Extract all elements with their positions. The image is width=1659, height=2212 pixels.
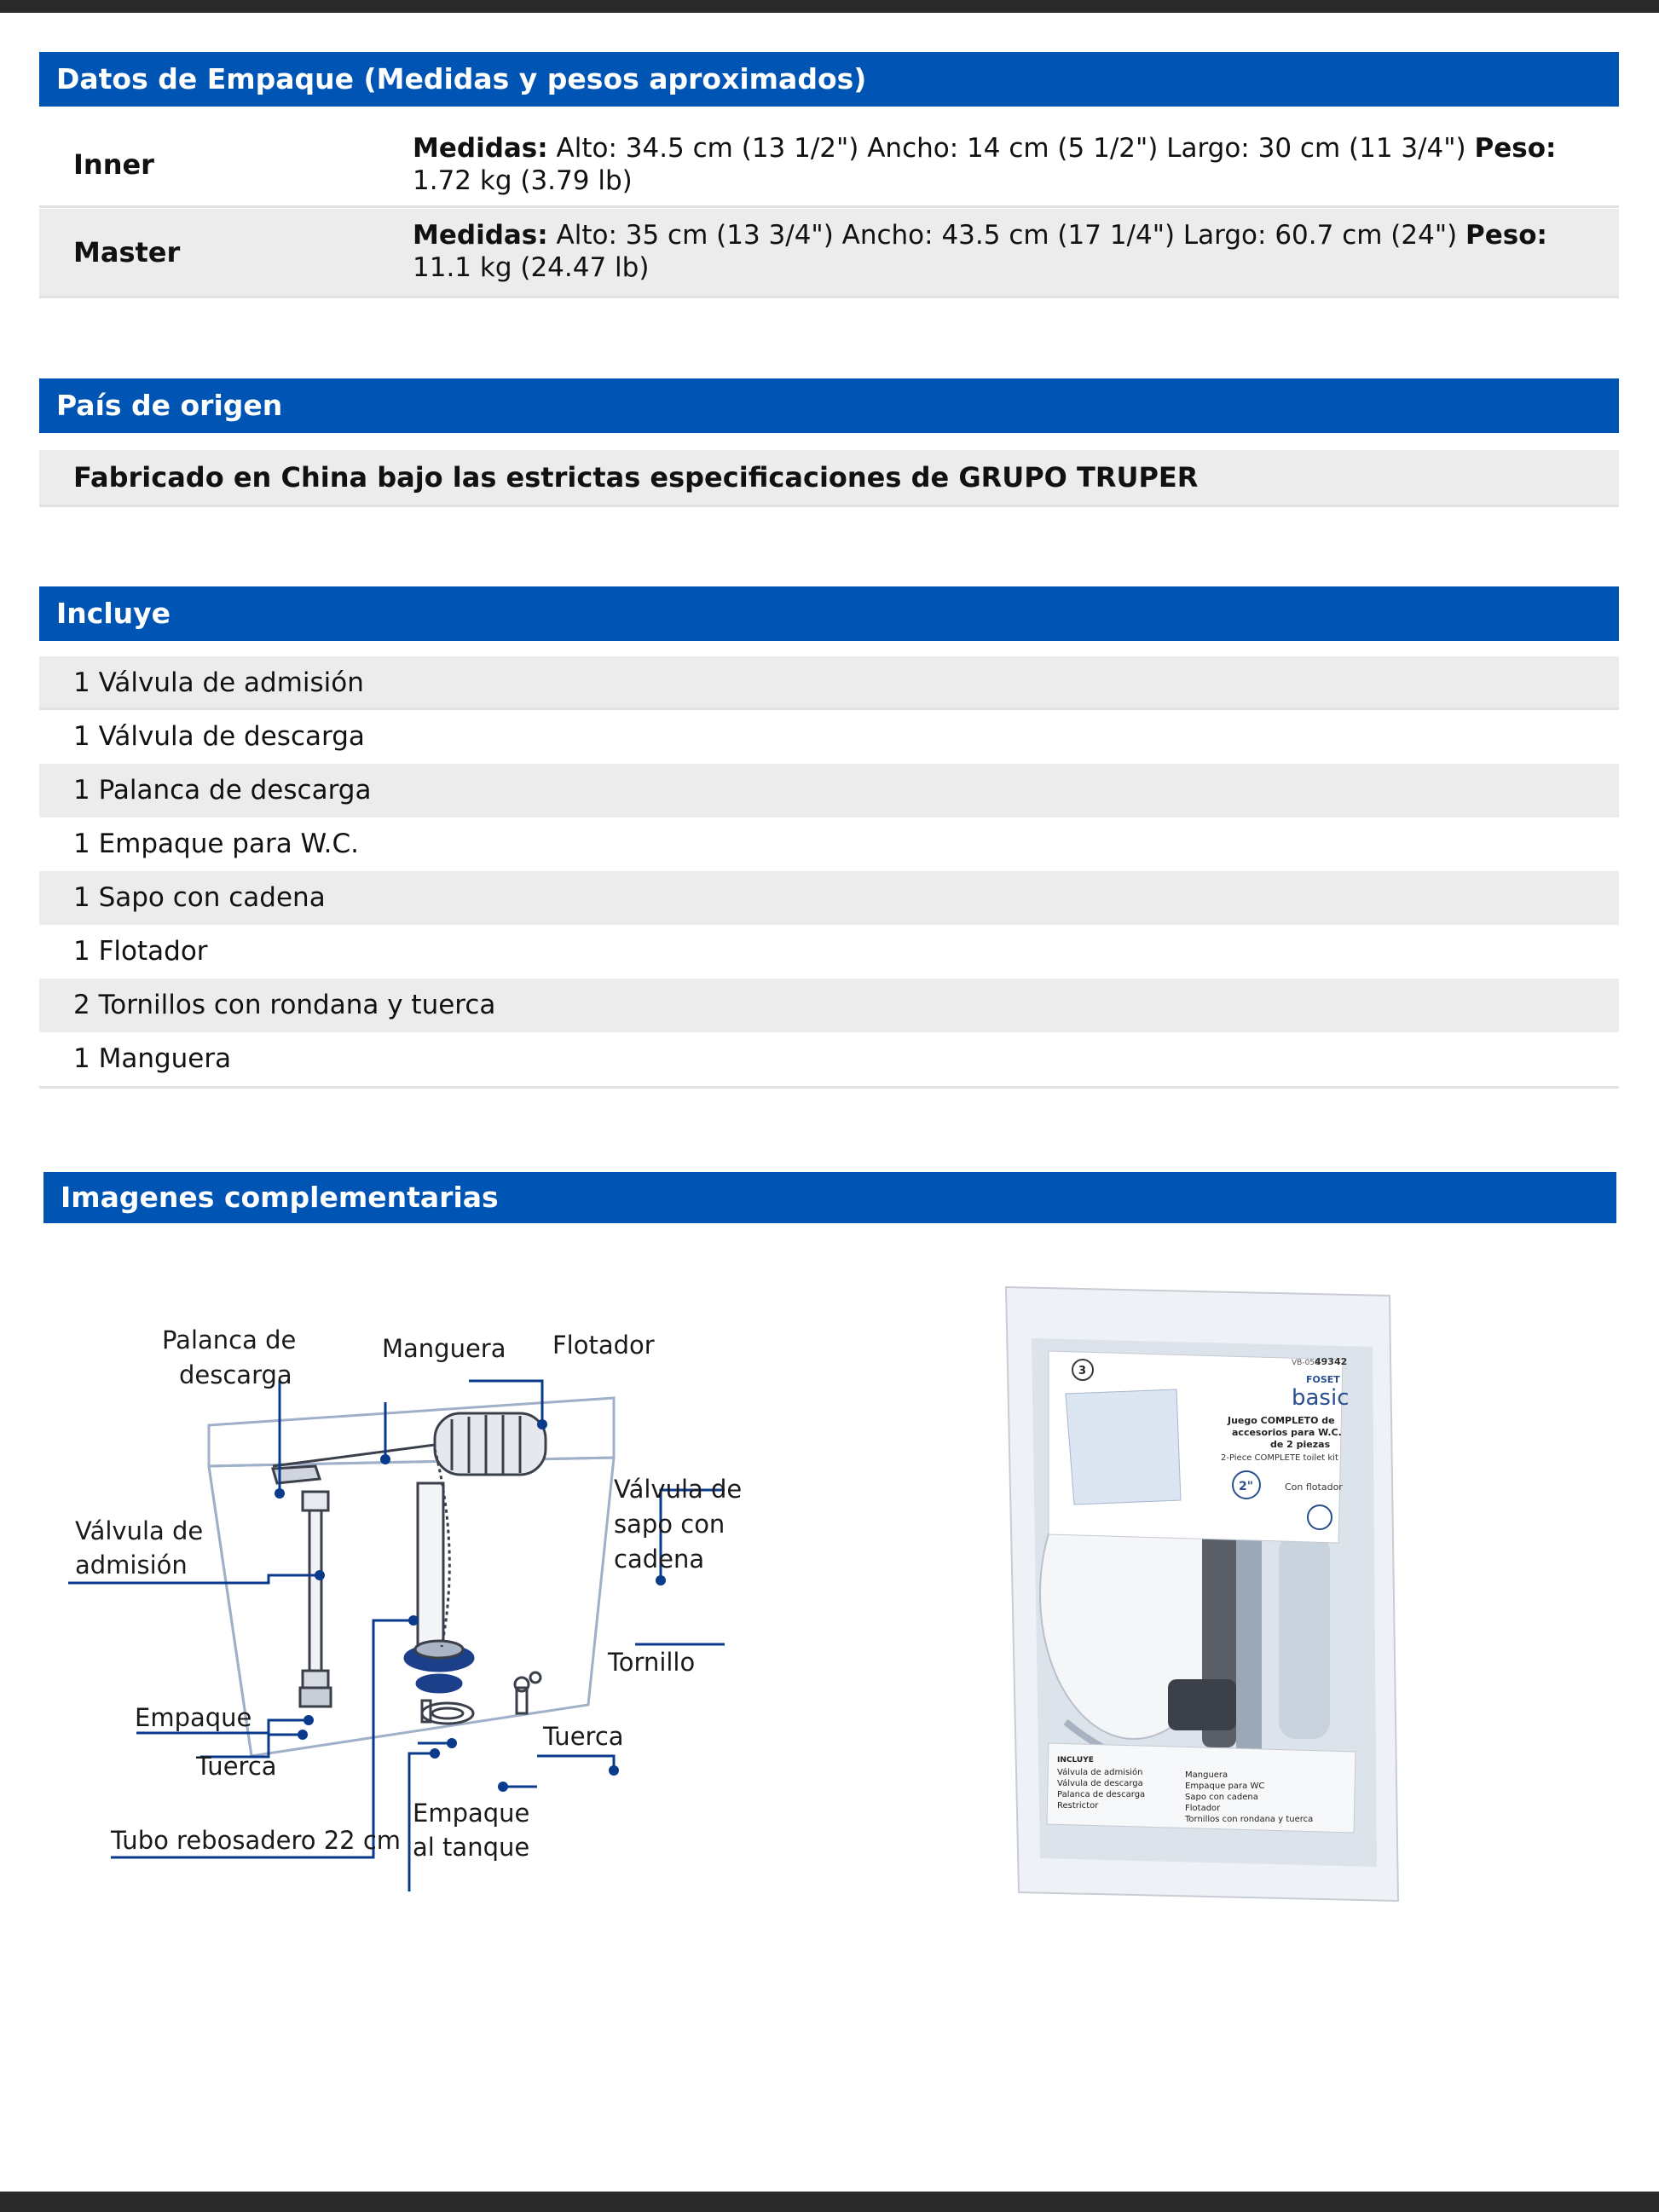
includes-item (39, 817, 1619, 871)
measures-value: Alto: 34.5 cm (13 1/2") Ancho: 14 cm (5 1/2") Largo: 30 cm (11 3/4") (547, 133, 1475, 164)
package-include-item: Válvula de admisión (1057, 1768, 1143, 1777)
package-title: accesorios para W.C. (1232, 1427, 1342, 1438)
label-tornillo: Tornillo (608, 1648, 696, 1677)
packing-row-value (413, 219, 1585, 284)
weight-label: Peso: (1465, 220, 1547, 251)
includes-item (39, 764, 1619, 817)
tank-parts (273, 1413, 546, 1724)
label-empaque-tanque: al tanque (413, 1833, 530, 1862)
origin-row (39, 450, 1619, 507)
packing-row-label: Master (73, 236, 181, 269)
includes-item-text: 1 Válvula de admisión (73, 667, 364, 698)
includes-item (39, 871, 1619, 925)
includes-item (39, 979, 1619, 1032)
package-include-item: Sapo con cadena (1185, 1793, 1258, 1802)
includes-item (39, 656, 1619, 710)
label-tuerca: Tuerca (196, 1752, 277, 1781)
includes-item-text: 1 Palanca de descarga (73, 775, 372, 806)
package-include-item: Manguera (1185, 1770, 1228, 1780)
top-bar (0, 0, 1659, 13)
package-include-item: Restrictor (1057, 1801, 1099, 1811)
package-sku: 49342 (1315, 1356, 1348, 1367)
package-title: de 2 piezas (1270, 1439, 1331, 1450)
svg-text:3: 3 (1078, 1365, 1087, 1377)
label-palanca: descarga (179, 1360, 292, 1389)
label-manguera: Manguera (382, 1334, 506, 1363)
package-include-item: Tornillos con rondana y tuerca (1185, 1815, 1314, 1824)
packing-row-inner (39, 118, 1619, 208)
includes-item-text: 1 Válvula de descarga (73, 721, 365, 752)
label-valvula-sapo: cadena (614, 1545, 705, 1574)
label-palanca: Palanca de (162, 1325, 297, 1354)
packing-row-value (413, 132, 1585, 197)
label-valvula-admision: admisión (75, 1551, 188, 1580)
label-empaque: Empaque (135, 1703, 252, 1732)
package-includes-title: INCLUYE (1057, 1756, 1094, 1764)
package-include-item: Válvula de descarga (1057, 1779, 1143, 1788)
label-flotador: Flotador (552, 1331, 655, 1360)
package-includes-card (1047, 1743, 1356, 1833)
includes-item (39, 925, 1619, 979)
label-empaque-tanque: Empaque (413, 1799, 530, 1828)
includes-item-text: 2 Tornillos con rondana y tuerca (73, 990, 496, 1020)
measures-label: Medidas: (413, 133, 548, 164)
includes-item-text: 1 Manguera (73, 1043, 232, 1074)
includes-header: Incluye (39, 586, 1619, 641)
measures-value: Alto: 35 cm (13 3/4") Ancho: 43.5 cm (17 1/4") Largo: 60.7 cm (24") (547, 220, 1466, 251)
origin-header: País de origen (39, 378, 1619, 433)
origin-text: Fabricado en China bajo las estrictas especificaciones de GRUPO TRUPER (73, 461, 1199, 494)
packing-header: Datos de Empaque (Medidas y pesos aproximados) (39, 52, 1619, 107)
package-label-card (1049, 1351, 1350, 1543)
includes-item-text: 1 Sapo con cadena (73, 882, 326, 913)
label-tubo: Tubo rebosadero 22 cm (111, 1826, 402, 1855)
weight-label: Peso: (1474, 133, 1557, 164)
label-valvula-admision: Válvula de (75, 1516, 204, 1545)
weight-value: 1.72 kg (3.79 lb) (413, 165, 633, 196)
package-with-float: Con flotador (1285, 1481, 1343, 1493)
package-brand-top: FOSET (1306, 1374, 1340, 1385)
package-code: VB-056 (1292, 1359, 1320, 1367)
packing-row-master (39, 209, 1619, 298)
package-subtitle: 2-Piece COMPLETE toilet kit (1221, 1453, 1338, 1463)
bottom-bar (0, 2192, 1659, 2212)
images-header: Imagenes complementarias (43, 1172, 1616, 1223)
package-include-item: Flotador (1185, 1804, 1221, 1813)
toilet-tank-diagram (60, 1313, 759, 1901)
packing-row-label: Inner (73, 148, 154, 181)
includes-item-text: 1 Empaque para W.C. (73, 829, 360, 859)
label-tuerca: Tuerca (543, 1722, 624, 1751)
measures-label: Medidas: (413, 220, 548, 251)
product-package-photo (997, 1279, 1407, 1918)
package-title: Juego COMPLETO de (1228, 1415, 1335, 1426)
label-valvula-sapo: sapo con (614, 1510, 725, 1539)
includes-item (39, 710, 1619, 764)
package-include-item: Empaque para WC (1185, 1782, 1265, 1791)
includes-item-text: 1 Flotador (73, 936, 208, 967)
label-valvula-sapo: Válvula de (614, 1475, 743, 1504)
includes-item (39, 1032, 1619, 1089)
weight-value: 11.1 kg (24.47 lb) (413, 252, 650, 283)
package-include-item: Palanca de descarga (1057, 1790, 1146, 1799)
package-brand: basic (1292, 1385, 1350, 1411)
leader-lines (68, 1380, 725, 1891)
package-badge: 2" (1239, 1480, 1254, 1493)
